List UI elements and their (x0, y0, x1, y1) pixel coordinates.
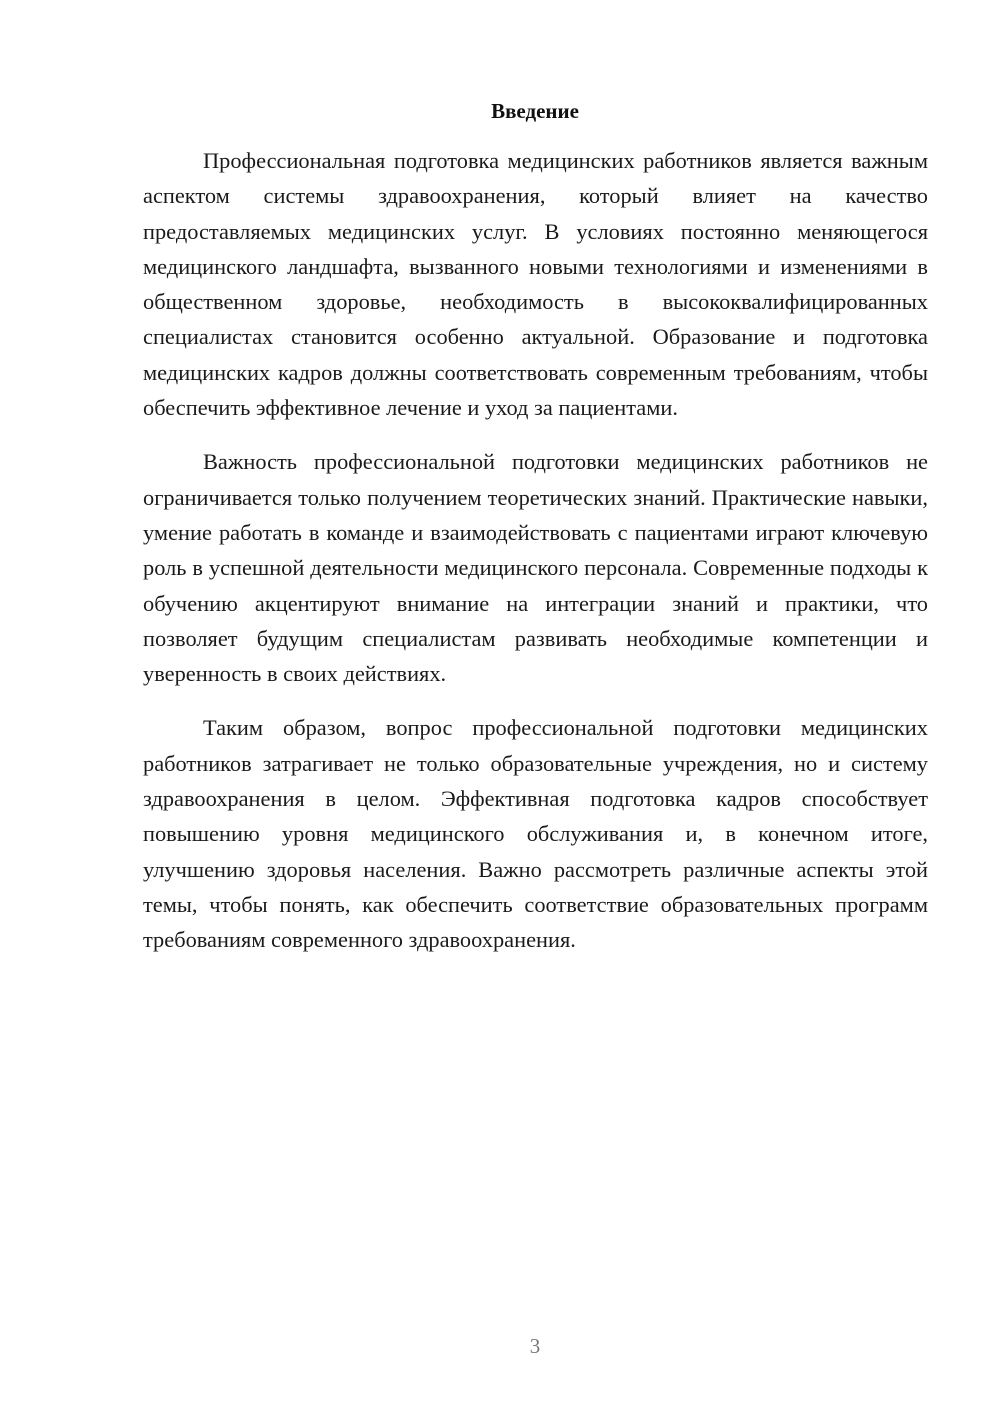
paragraph-1: Профессиональная подготовка медицинских работников является важным аспектом системы здравоохранения, который влияет на качество предоставляемых медицинских услуг. В условиях постоянно меняющегося медицинского ландшафта, вызванного новыми технологиями и изменениями в общественном здоровье, необходимость в высококвалифицированных специалистах становится особенно актуальной. Образование и подготовка медицинских кадров должны соответствовать современным требованиям, чтобы обеспечить эффективное лечение и уход за пациентами. (143, 148, 928, 421)
paragraph-3: Таким образом, вопрос профессиональной подготовки медицинских работников затрагивает не только образовательные учреждения, но и систему здравоохранения в целом. Эффективная подготовка кадров способствует повышению уровня медицинского обслуживания и, в конечном итоге, улучшению здоровья населения. Важно рассмотреть различные аспекты этой темы, чтобы понять, как обеспечить соответствие образовательных программ требованиям современного здравоохранения. (143, 715, 928, 953)
page-number: 3 (529, 1334, 541, 1358)
section-title: Введение (491, 99, 579, 123)
paragraph-2: Важность профессиональной подготовки медицинских работников не ограничивается только получением теоретических знаний. Практические навыки, умение работать в команде и взаимодействовать с пациентами играют ключевую роль в успешной деятельности медицинского персонала. Современные подходы к обучению акцентируют внимание на интеграции знаний и практики, что позволяет будущим специалистам развивать необходимые компетенции и уверенность в своих действиях. (143, 449, 928, 687)
document-body (143, 143, 928, 977)
